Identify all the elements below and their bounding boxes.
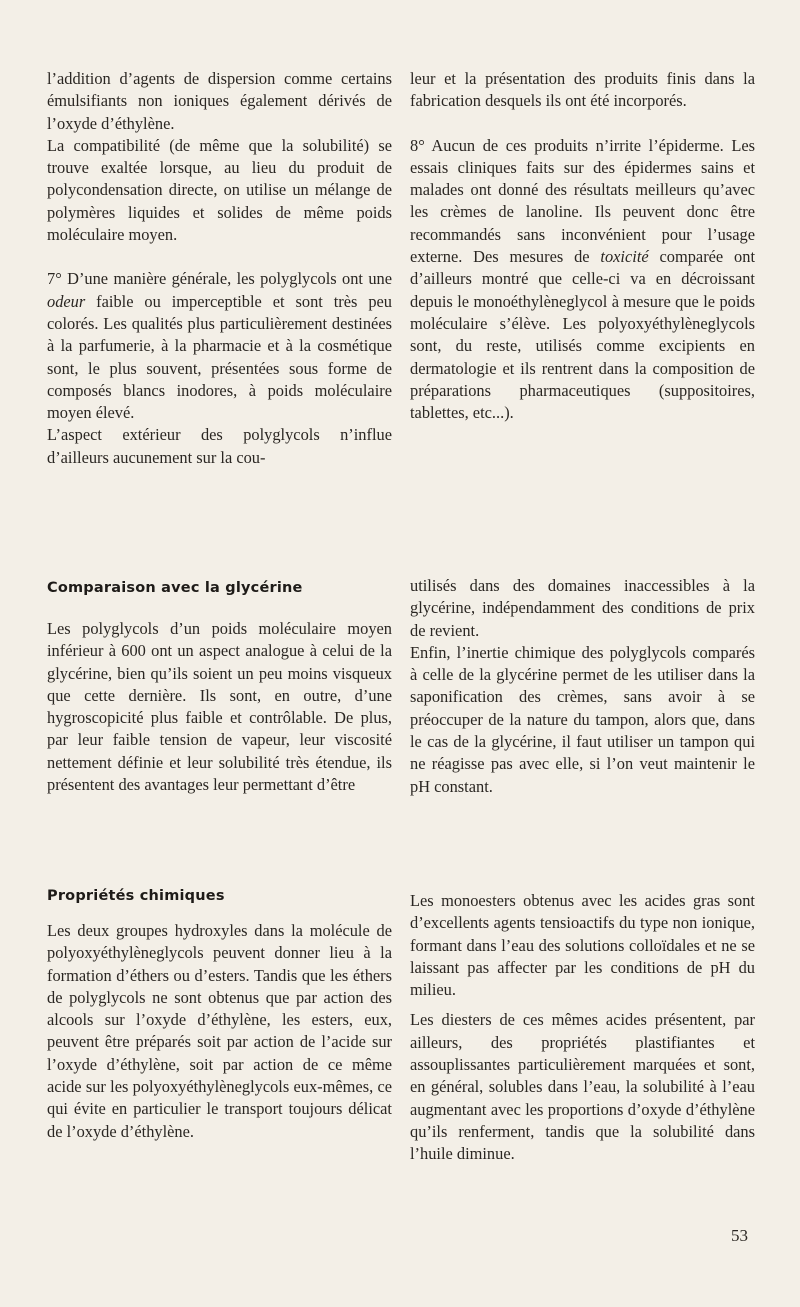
paragraph-toxicity: [410, 135, 755, 425]
paragraph-dispersion: l’addition d’agents de dispersion comme certains émulsifiants non ioniques également dérivés de l’oxyde d’éthylène.: [47, 69, 392, 133]
comparison-left-column: [47, 618, 392, 796]
section-heading-comparison: Comparaison avec la glycérine: [47, 580, 303, 596]
toxicity-text-start: 8° Aucun de ces produits n’irrite l’épiderme. Les essais cliniques faits sur des épidermes sains et malades ont donné des résultats meilleurs qu’avec les crèmes de lanoline. Ils peuvent donc être recommandés sans inconvénient pour l’usage externe. Des mesures de: [410, 135, 755, 267]
paragraph-monoesters: Les monoesters obtenus avec les acides gras sont d’excellents agents tensioactifs du type non ionique, formant dans l’eau des solutions colloïdales et ne se laissant pas affecter par les conditions de pH du milieu.: [410, 891, 755, 1000]
odor-emphasis: odeur: [47, 291, 86, 311]
section-heading-chemical: Propriétés chimiques: [47, 888, 225, 904]
right-column-top: [410, 68, 755, 424]
paragraph-comparison: Les polyglycols d’un poids moléculaire moyen inférieur à 600 ont un aspect analogue à celui de la glycérine, bien qu’ils soient un peu moins visqueux que cette dernière. Ils sont, en outre, d’une hygroscopicité plus faible et contrôlable. De plus, par leur faible tension de vapeur, leur viscosité nettement définie et leur solubilité très étendue, ils présentent des avantages leur permettant d’être: [47, 619, 392, 795]
chemical-left-column: [47, 920, 392, 1143]
odor-text-end: faible ou imperceptible et sont très peu colorés. Les qualités plus particulièrement destinées à la parfumerie, à la pharmacie et à la cosmétique sont, le plus souvent, présentées sous forme de composés blancs inodores, à poids moléculaire moyen élevé.: [47, 291, 392, 423]
comparison-right-column: [410, 575, 755, 798]
chemical-right-column: [410, 890, 755, 1166]
odor-text-start: 7° D’une manière générale, les polyglycols ont une: [47, 269, 392, 289]
paragraph-color: leur et la présentation des produits finis dans la fabrication desquels ils ont été incorporés.: [410, 69, 755, 111]
paragraph-inertia: Enfin, l’inertie chimique des polyglycols comparés à celle de la glycérine permet de les utiliser dans la saponification des crèmes, sans avoir à se préoccuper de la nature du tampon, alors que, dans le cas de la glycérine, il faut utiliser un tampon qui ne réagisse pas avec elle, si l’on veut maintenir le pH constant.: [410, 642, 755, 796]
paragraph-compatibility: La compatibilité (de même que la solubilité) se trouve exaltée lorsque, au lieu du produit de polycondensation directe, on utilise un mélange de polymères liquides et solides de même poids moléculaire moyen.: [47, 135, 392, 245]
paragraph-diesters: Les diesters de ces mêmes acides présentent, par ailleurs, des propriétés plastifiantes et assouplissantes particulièrement marquées et sont, en général, solubles dans l’eau, la solubilité à l’eau augmentant avec les proportions d’oxyde d’éthylène qu’ils renferment, tandis que la solubilité dans l’huile diminue.: [410, 1010, 755, 1164]
paragraph-inaccessible: utilisés dans des domaines inaccessibles à la glycérine, indépendamment des conditions de prix de revient.: [410, 576, 755, 640]
left-column-top: [47, 68, 392, 469]
toxicity-emphasis: toxicité: [600, 247, 649, 267]
paragraph-hydroxyls: Les deux groupes hydroxyles dans la molécule de polyoxyéthylèneglycols peuvent donner lieu à la formation d’éthers ou d’esters. Tandis que les éthers de polyglycols ne sont obtenus que par action des alcools sur l’oxyde d’éthylène, les esters, eux, peuvent être préparés soit par action de l’acide sur l’oxyde d’éthylène, soit par action de ce même acide sur les polyoxyéthylèneglycols eux-mêmes, ce qui évite en particulier le transport toujours délicat de l’oxyde d’éthylène.: [47, 921, 392, 1141]
toxicity-text-end: comparée ont d’ailleurs montré que celle-ci va en décroissant depuis le monoéthylèneglycol à mesure que le poids moléculaire s’élève. Les polyoxyéthylèneglycols sont, du reste, utilisés comme excipients en dermatologie et ils rentrent dans la composition de préparations pharmaceutiques (suppositoires, tablettes, etc...).: [410, 247, 755, 423]
paragraph-aspect: L’aspect extérieur des polyglycols n’influe d’ailleurs aucunement sur la cou-: [47, 425, 392, 467]
paragraph-odor: [47, 268, 392, 424]
page-number: 53: [731, 1226, 748, 1245]
